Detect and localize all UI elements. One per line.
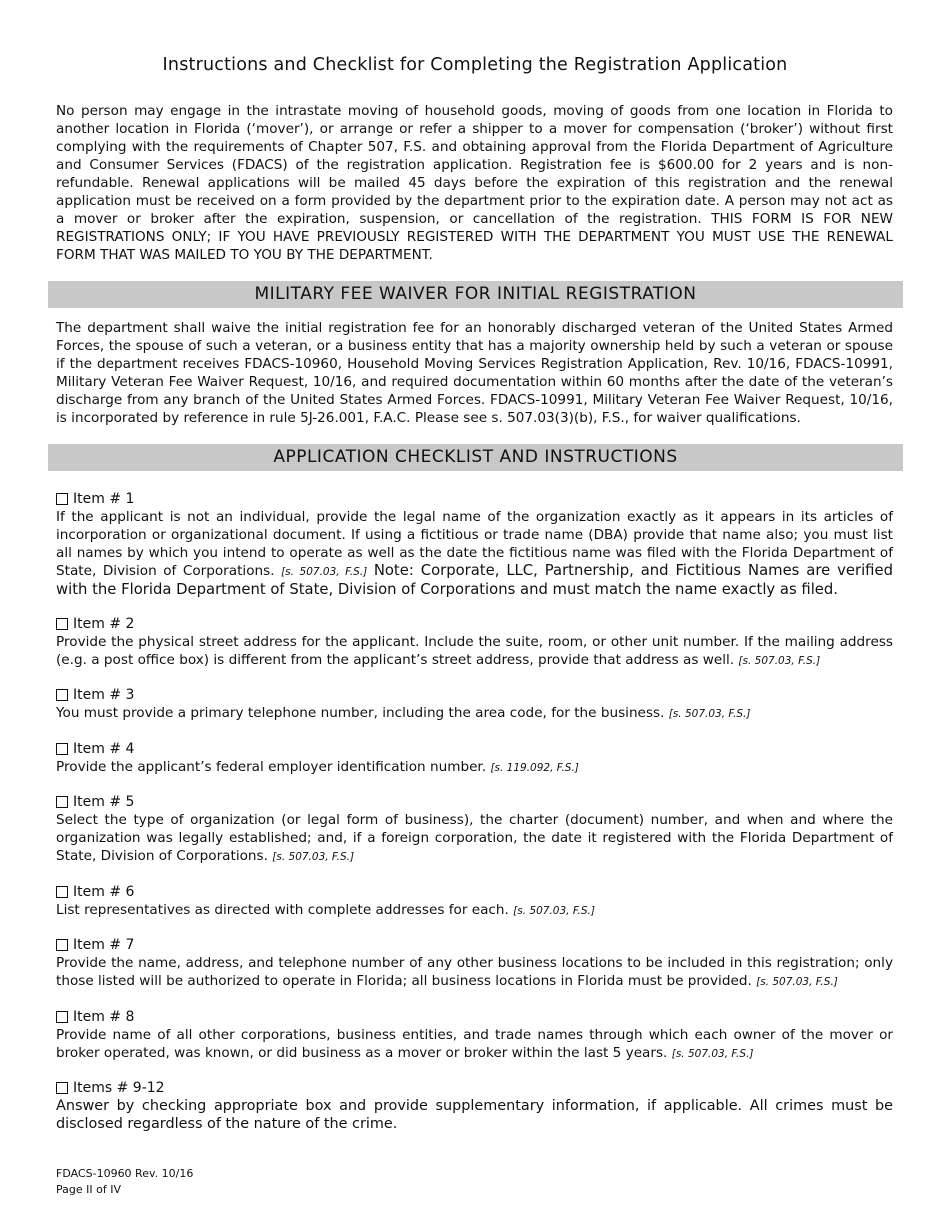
item-text: Provide the applicant’s federal employer identification number.: [56, 759, 487, 775]
item-citation: [s. 507.03, F.S.]: [671, 1048, 754, 1060]
form-id: FDACS-10960 Rev. 10/16: [56, 1167, 194, 1180]
checkbox-item-4[interactable]: [56, 743, 68, 755]
item-label: Item # 6: [73, 884, 135, 900]
item-citation: [s. 507.03, F.S.]: [738, 655, 821, 667]
intro-paragraph: No person may engage in the intrastate moving of household goods, moving of goods from one location in Florida to another location in Florida (‘mover’), or arrange or refer a shipper to a mover for compensation (‘broker’) without first complying with the requirements of Chapter 507, F.S. and obtaining approval from the Florida Department of Agriculture and Consumer Services (FDACS) of the registration application. Registration fee is $600.00 for 2 years and is non-refundable. Renewal applications will be mailed 45 days before the expiration of this registration and the renewal application must be received on a form provided by the department prior to the expiration date. A person may not act as a mover or broker after the expiration, suspension, or cancellation of the registration. THIS FORM IS FOR NEW REGISTRATIONS ONLY; IF YOU HAVE PREVIOUSLY REGISTERED WITH THE DEPARTMENT YOU MUST USE THE RENEWAL FORM THAT WAS MAILED TO YOU BY THE DEPARTMENT.: [56, 103, 893, 263]
checklist-item-4: [56, 740, 893, 777]
item-text: Select the type of organization (or legal form of business), the charter (document) number, and when and where the organization was legally established; and, if a foreign corporation, the date it registered with the Florida Department of State, Division of Corporations.: [56, 812, 893, 864]
item-label: Item # 3: [73, 687, 135, 703]
checklist-item-1: [56, 490, 893, 599]
page-footer: [56, 1166, 193, 1198]
item-label: Item # 7: [73, 937, 135, 953]
checkbox-item-1[interactable]: [56, 493, 68, 505]
checklist-item-8: [56, 1008, 893, 1063]
item-citation: [s. 507.03, F.S.]: [272, 851, 355, 863]
item-citation: [s. 507.03, F.S.]: [668, 708, 751, 720]
checklist-item-6: [56, 883, 893, 920]
checklist-section-heading: APPLICATION CHECKLIST AND INSTRUCTIONS: [48, 444, 903, 471]
checkbox-item-3[interactable]: [56, 689, 68, 701]
checkbox-item-8[interactable]: [56, 1011, 68, 1023]
item-note: Note: Corporate, LLC, Partnership, and Fictitious Names are verified with the Florida Department of State, Division of Corporations and must match the name exactly as filed.: [56, 562, 894, 598]
military-paragraph: The department shall waive the initial registration fee for an honorably discharged veteran of the United States Armed Forces, the spouse of such a veteran, or a business entity that has a majority ownership held by such a veteran or spouse if the department receives FDACS-10960, Household Moving Services Registration Application, Rev. 10/16, FDACS-10991, Military Veteran Fee Waiver Request, 10/16, and required documentation within 60 months after the date of the veteran’s discharge from any branch of the United States Armed Forces. FDACS-10991, Military Veteran Fee Waiver Request, 10/16, is incorporated by reference in rule 5J-26.001, F.A.C. Please see s. 507.03(3)(b), F.S., for waiver qualifications.: [56, 320, 893, 426]
item-text: Provide the physical street address for the applicant. Include the suite, room, or other unit number. If the mailing address (e.g. a post office box) is different from the applicant’s street address, provide that address as well.: [56, 634, 893, 668]
item-text: If the applicant is not an individual, provide the legal name of the organization exactly as it appears in its articles of incorporation or organizational document. If using a fictitious or trade name (DBA) provide that name also; you must list all names by which you intend to operate as well as the date the fictitious name was filed with the Florida Department of State, Division of Corporations.: [56, 509, 893, 579]
checkbox-item-9-12[interactable]: [56, 1082, 68, 1094]
checklist-item-2: [56, 615, 893, 670]
item-label: Item # 1: [73, 491, 135, 507]
checkbox-item-2[interactable]: [56, 618, 68, 630]
item-text: Provide the name, address, and telephone number of any other business locations to be included in this registration; only those listed will be authorized to operate in Florida; all business locations in Florida must be provided.: [56, 955, 893, 989]
item-citation: [s. 507.03, F.S.]: [513, 905, 595, 917]
checkbox-item-7[interactable]: [56, 939, 68, 951]
item-label: Item # 4: [73, 741, 135, 757]
page-title: Instructions and Checklist for Completing the Registration Application: [162, 55, 788, 75]
checklist-item-5: [56, 793, 893, 866]
military-section-heading: MILITARY FEE WAIVER FOR INITIAL REGISTRATION: [48, 281, 903, 308]
item-label: Item # 8: [73, 1009, 135, 1025]
page-number: Page II of IV: [56, 1183, 121, 1196]
item-citation: [s. 119.092, F.S.]: [490, 762, 579, 774]
item-text: List representatives as directed with complete addresses for each.: [56, 902, 509, 918]
checkbox-item-5[interactable]: [56, 796, 68, 808]
item-citation: [s. 507.03, F.S.]: [756, 976, 838, 988]
item-text: Provide name of all other corporations, business entities, and trade names through which each owner of the mover or broker operated, was known, or did business as a mover or broker within the last 5 years.: [56, 1027, 893, 1061]
item-text: Answer by checking appropriate box and provide supplementary information, if applicable. All crimes must be disclosed regardless of the nature of the crime.: [56, 1098, 893, 1132]
item-label: Items # 9-12: [73, 1080, 165, 1096]
item-citation: [s. 507.03, F.S.]: [281, 566, 368, 578]
checklist-item-3: [56, 686, 893, 723]
checklist-item-9-12: [56, 1079, 893, 1133]
item-text: You must provide a primary telephone number, including the area code, for the business.: [56, 705, 665, 721]
checkbox-item-6[interactable]: [56, 886, 68, 898]
checklist-item-7: [56, 936, 893, 991]
item-label: Item # 5: [73, 794, 135, 810]
item-label: Item # 2: [73, 616, 135, 632]
